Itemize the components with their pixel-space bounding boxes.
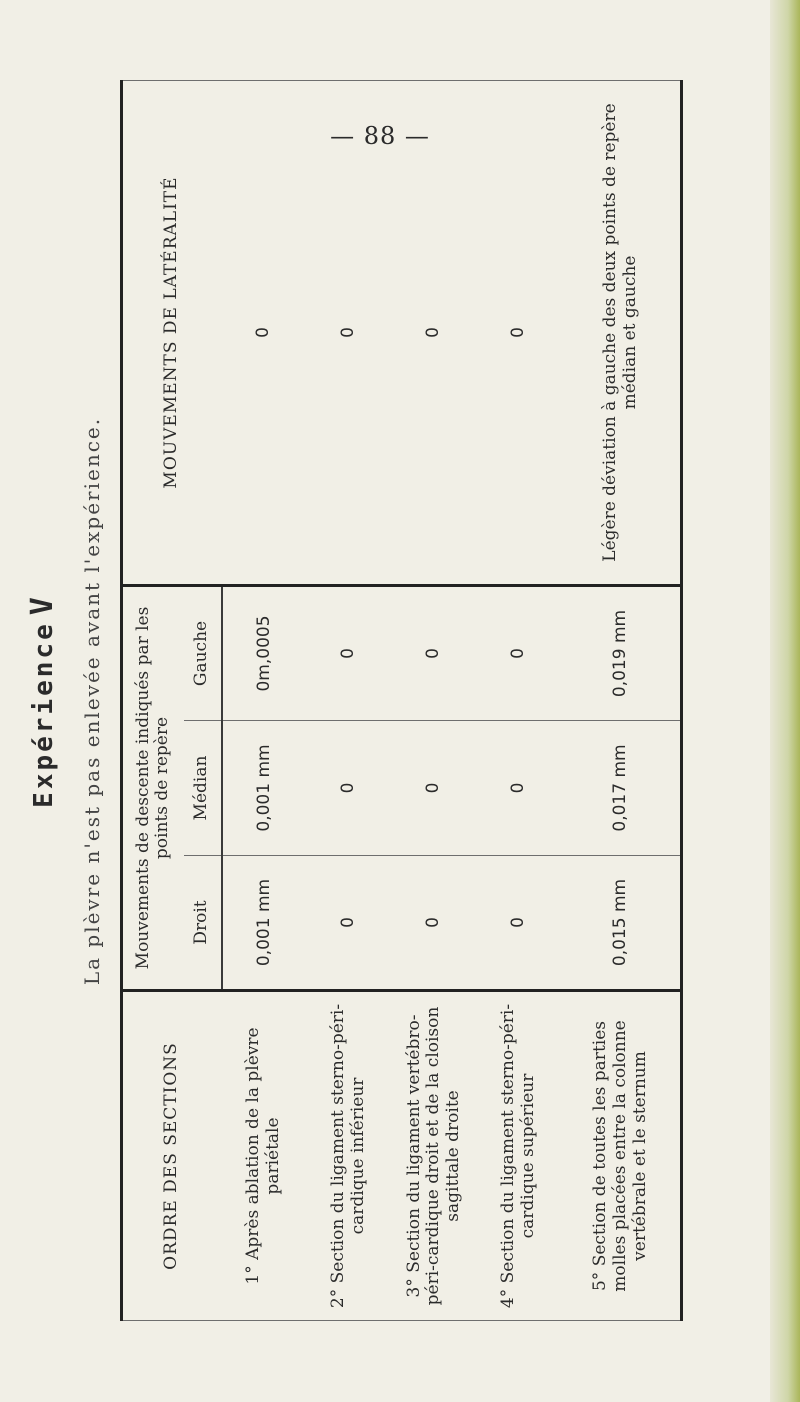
experiment-number: V bbox=[25, 594, 60, 616]
row-lateral: 0 bbox=[307, 81, 392, 586]
table-row bbox=[222, 81, 307, 1321]
row-lateral: 0 bbox=[477, 81, 562, 586]
experiment-subtitle: La plèvre n'est pas enlevée avant l'expérience. bbox=[80, 416, 104, 986]
table-row bbox=[392, 81, 477, 1321]
row-lateral: 0 bbox=[222, 81, 307, 586]
table-row bbox=[477, 81, 562, 1321]
row-median: 0 bbox=[477, 721, 562, 856]
row-median: 0,001 mm bbox=[222, 721, 307, 856]
rotated-table-block bbox=[25, 81, 680, 1321]
row-gauche: 0 bbox=[307, 586, 392, 721]
row-droit: 0 bbox=[307, 856, 392, 991]
row-droit: 0 bbox=[477, 856, 562, 991]
row-gauche: 0 bbox=[392, 586, 477, 721]
header-lateral: MOUVEMENTS DE LATÉRALITÉ bbox=[122, 81, 222, 586]
header-descent-group: Mouvements de descente indiqués par les points de repère bbox=[122, 586, 184, 991]
header-droit: Droit bbox=[184, 856, 222, 991]
experiment-title bbox=[25, 81, 65, 1321]
row-median: 0 bbox=[307, 721, 392, 856]
row-droit: 0,015 mm bbox=[562, 856, 682, 991]
row-section: 2° Section du ligament sterno-péri-cardique inférieur bbox=[307, 991, 392, 1321]
table-row bbox=[307, 81, 392, 1321]
page-number: — 88 — bbox=[330, 122, 430, 150]
row-section: 5° Section de toutes les parties molles placées entre la colonne vertébrale et le sternum bbox=[562, 991, 682, 1321]
row-lateral: 0 bbox=[392, 81, 477, 586]
row-gauche: 0,019 mm bbox=[562, 586, 682, 721]
row-median: 0 bbox=[392, 721, 477, 856]
row-gauche: 0 bbox=[477, 586, 562, 721]
row-lateral: Légère déviation à gauche des deux points de repère médian et gauche bbox=[562, 81, 682, 586]
row-median: 0,017 mm bbox=[562, 721, 682, 856]
row-section: 1° Après ablation de la plèvre pariétale bbox=[222, 991, 307, 1321]
page-edge bbox=[770, 0, 800, 1402]
header-gauche: Gauche bbox=[184, 586, 222, 721]
row-gauche: 0m,0005 bbox=[222, 586, 307, 721]
header-sections: ORDRE DES SECTIONS bbox=[122, 991, 222, 1321]
results-table bbox=[120, 80, 683, 1321]
row-section: 4° Section du ligament sterno-péri-cardique supérieur bbox=[477, 991, 562, 1321]
table-row bbox=[562, 81, 682, 1321]
experiment-title-text: Expérience bbox=[29, 621, 59, 808]
row-section: 3° Section du ligament vertébro-péri-cardique droit et de la cloison sagittale droite bbox=[392, 991, 477, 1321]
header-median: Médian bbox=[184, 721, 222, 856]
row-droit: 0 bbox=[392, 856, 477, 991]
row-droit: 0,001 mm bbox=[222, 856, 307, 991]
